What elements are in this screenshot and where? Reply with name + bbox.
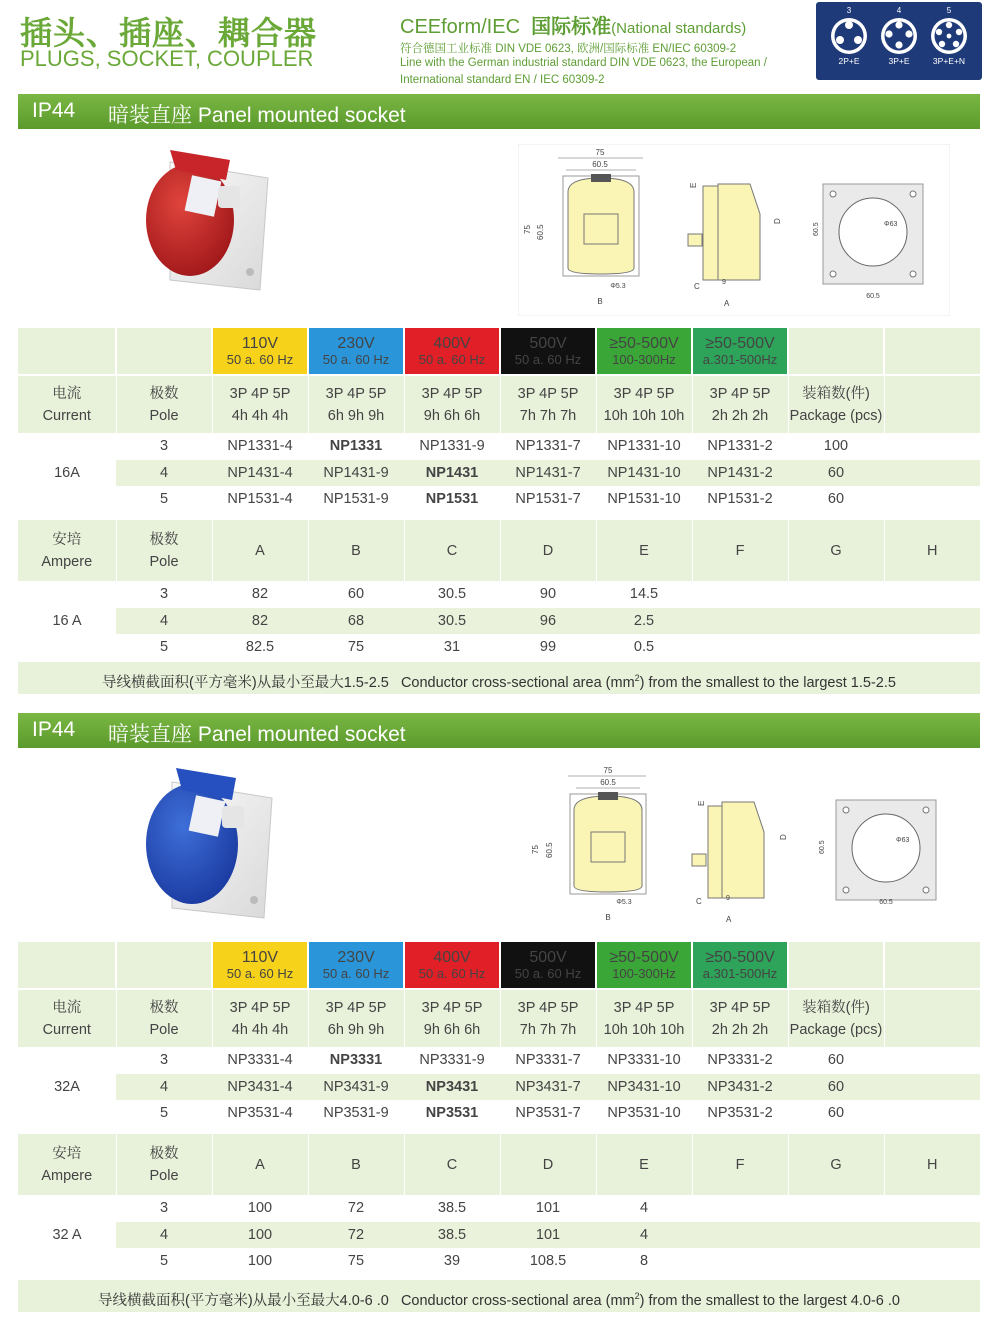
dimension-value: [692, 608, 788, 635]
part-number: NP3331: [329, 1052, 383, 1069]
part-number: NP1331-7: [515, 438, 581, 455]
dimension-value: 72: [308, 1222, 404, 1249]
voltage-500v: 500V 50 a. 60 Hz: [500, 942, 596, 989]
dimension-header: G: [788, 1134, 884, 1195]
part-number: NP1431-9: [308, 460, 404, 487]
dimension-value: 82: [212, 608, 308, 635]
package-value: 60: [827, 1105, 845, 1122]
note-sup: 2: [634, 1291, 640, 1301]
hours-500v: 3P 4P 5P 7h 7h 7h: [500, 375, 596, 433]
note-cn: 导线横截面积(平方毫米)从最小至最大4.0-6 .0: [98, 1292, 389, 1309]
dimension-value: 108.5: [529, 1253, 567, 1270]
svg-text:C: C: [696, 897, 702, 906]
svg-text:60.5: 60.5: [813, 222, 820, 236]
conductor-note-16a: [18, 662, 980, 694]
part-number: NP3531-9: [323, 1105, 389, 1122]
dimension-value: [788, 581, 884, 608]
part-number: NP1331-2: [707, 438, 773, 455]
dimension-value: 60: [347, 586, 365, 603]
page-header: [0, 0, 1000, 92]
ampere-header: 安培 Ampere: [41, 1145, 93, 1184]
svg-text:D: D: [779, 834, 788, 840]
pin-config-3: [826, 6, 872, 66]
table-row: [18, 1100, 980, 1127]
hours-400v: 3P 4P 5P 9h 6h 6h: [404, 375, 500, 433]
pole-value: 5: [159, 1253, 169, 1270]
dimension-rows: [18, 581, 980, 661]
dimension-value: 75: [347, 1253, 365, 1270]
hours-230v: 3P 4P 5P 6h 9h 9h: [308, 375, 404, 433]
dimension-value: [692, 1195, 788, 1222]
dimension-value: 2.5: [596, 608, 692, 635]
svg-text:E: E: [697, 800, 706, 806]
pole-value: 3: [159, 438, 169, 455]
svg-text:60.5: 60.5: [879, 899, 893, 906]
package-header: 装箱数(件) Package (pcs): [788, 989, 884, 1047]
hours-110v: 3P 4P 5P 4h 4h 4h: [212, 989, 308, 1047]
dimension-value: [788, 634, 884, 661]
svg-text:60.5: 60.5: [866, 293, 880, 300]
ordering-rows: [18, 433, 980, 523]
part-number: NP3431-10: [596, 1074, 692, 1101]
part-number: NP1331: [329, 438, 383, 455]
dimension-header: D: [500, 1134, 596, 1195]
hours-50-500v-b: 3P 4P 5P 2h 2h 2h: [692, 989, 788, 1047]
voltage-header-row: [18, 942, 980, 989]
pole-value: 3: [159, 1052, 169, 1069]
svg-text:75: 75: [603, 766, 613, 775]
svg-text:Φ5.3: Φ5.3: [610, 283, 626, 290]
pole-header: 极数 Pole: [116, 1134, 212, 1195]
title-cn: 插头、插座、耦合器: [20, 15, 318, 51]
dimension-value: 100: [247, 1200, 273, 1217]
part-number: NP3431-7: [500, 1074, 596, 1101]
red-socket-photo: [130, 140, 280, 300]
column-header-row: [18, 989, 980, 1047]
ampere-value: 16 A: [18, 581, 116, 661]
dimension-value: 100: [212, 1222, 308, 1249]
part-number: NP3431: [404, 1074, 500, 1101]
ordering-rows: [18, 1047, 980, 1137]
note-en: Conductor cross-sectional area (mm: [400, 1292, 635, 1309]
five-pin-icon: [929, 16, 969, 56]
part-number: NP3431-2: [692, 1074, 788, 1101]
svg-text:D: D: [773, 218, 782, 224]
dimension-value: [788, 1222, 884, 1249]
standards-title-paren: (National standards): [611, 20, 747, 37]
dimension-table-32a: [18, 1134, 980, 1275]
dimension-value: [884, 1195, 980, 1222]
part-number: NP1431-10: [596, 460, 692, 487]
part-number: NP3531-10: [607, 1105, 681, 1122]
pin-label: 3P+E: [888, 56, 910, 66]
svg-text:60.5: 60.5: [592, 160, 608, 169]
dimension-header: A: [212, 520, 308, 581]
ordering-table-16a: [18, 328, 980, 523]
hours-50-500v-a: 3P 4P 5P 10h 10h 10h: [596, 989, 692, 1047]
part-number: NP1531-10: [607, 491, 681, 508]
dimension-value: [884, 608, 980, 635]
svg-text:75: 75: [531, 845, 540, 854]
dimension-header: F: [692, 1134, 788, 1195]
dimension-value: 38.5: [404, 1222, 500, 1249]
note-sup: 2: [634, 673, 640, 683]
part-number: NP3331-9: [419, 1052, 485, 1069]
note-cn: 导线横截面积(平方毫米)从最小至最大1.5-2.5: [102, 674, 389, 691]
dimension-header: H: [884, 520, 980, 581]
svg-text:E: E: [689, 182, 698, 188]
section-title: 暗装直座 Panel mounted socket: [108, 723, 406, 746]
hours-110v: 3P 4P 5P 4h 4h 4h: [212, 375, 308, 433]
part-number: NP1431: [404, 460, 500, 487]
dimension-value: 99: [539, 639, 557, 656]
current-header: 电流 Current: [42, 999, 91, 1038]
svg-text:Φ63: Φ63: [896, 837, 910, 844]
part-number: NP3331-7: [515, 1052, 581, 1069]
voltage-400v: 400V 50 a. 60 Hz: [404, 328, 500, 375]
table-row: [18, 486, 980, 513]
svg-text:Φ63: Φ63: [884, 221, 898, 228]
dimension-header: E: [596, 520, 692, 581]
pole-value: 5: [159, 491, 169, 508]
four-pin-icon: [879, 16, 919, 56]
dimension-header: B: [308, 1134, 404, 1195]
hours-50-500v-b: 3P 4P 5P 2h 2h 2h: [692, 375, 788, 433]
dimension-table-16a: [18, 520, 980, 661]
table-row: [18, 1047, 980, 1074]
part-number: NP1431-7: [500, 460, 596, 487]
dimension-value: [692, 1248, 788, 1275]
part-number: NP1431-4: [212, 460, 308, 487]
table-row: [18, 581, 980, 608]
voltage-500v: 500V 50 a. 60 Hz: [500, 328, 596, 375]
dimension-value: [788, 608, 884, 635]
current-value: 32A: [18, 1047, 116, 1127]
part-number: NP3531: [425, 1105, 479, 1122]
part-number: NP3331-2: [707, 1052, 773, 1069]
voltage-110v: 110V 50 a. 60 Hz: [212, 328, 308, 375]
dimension-value: 82: [251, 586, 269, 603]
table-row: [18, 1074, 980, 1101]
part-number: NP1331-4: [227, 438, 293, 455]
package-value: 60: [788, 460, 884, 487]
svg-text:B: B: [597, 297, 603, 306]
pole-value: 4: [116, 1074, 212, 1101]
standards-line-2: Line with the German industrial standard DIN VDE 0623, the European /: [400, 57, 767, 69]
pole-value: 4: [116, 460, 212, 487]
dimension-value: 100: [247, 1253, 273, 1270]
part-number: NP1431-2: [692, 460, 788, 487]
hours-50-500v-a: 3P 4P 5P 10h 10h 10h: [596, 375, 692, 433]
dimension-header: D: [500, 520, 596, 581]
voltage-50-500v-a: ≥50-500V 100-300Hz: [596, 328, 692, 375]
dimension-header-row: [18, 520, 980, 581]
dimension-header: G: [788, 520, 884, 581]
pole-value: 5: [159, 1105, 169, 1122]
current-header: 电流 Current: [42, 385, 91, 424]
dimension-drawing: [518, 144, 950, 316]
dimension-header: E: [596, 1134, 692, 1195]
dimension-value: 30.5: [404, 608, 500, 635]
dimension-value: [884, 634, 980, 661]
title-en: PLUGS, SOCKET, COUPLER: [20, 46, 314, 71]
dimension-value: [884, 581, 980, 608]
table-row: [18, 608, 980, 635]
ordering-table-32a: [18, 942, 980, 1137]
pin-count: 4: [896, 6, 902, 15]
part-number: NP3431-9: [308, 1074, 404, 1101]
part-number: NP1331-9: [419, 438, 485, 455]
part-number: NP1531: [425, 491, 479, 508]
hours-500v: 3P 4P 5P 7h 7h 7h: [500, 989, 596, 1047]
dimension-header: A: [212, 1134, 308, 1195]
dimension-value: 68: [308, 608, 404, 635]
voltage-50-500v-b: ≥50-500V a.301-500Hz: [692, 942, 788, 989]
voltage-header-row: [18, 328, 980, 375]
dimension-value: 8: [639, 1253, 649, 1270]
section-bar-32a: [18, 713, 980, 748]
standards-line-3: International standard EN / IEC 60309-2: [400, 74, 605, 86]
pole-value: 4: [116, 1222, 212, 1249]
dimension-value: 101: [535, 1200, 561, 1217]
ip-rating: IP44: [32, 718, 76, 741]
svg-text:9: 9: [726, 895, 730, 902]
ampere-value: 32 A: [18, 1195, 116, 1275]
dimension-value: 0.5: [633, 639, 655, 656]
note-en-post: ) from the smallest to the largest 1.5-2.5: [639, 674, 896, 691]
column-header-row: [18, 375, 980, 433]
current-value: 16A: [18, 433, 116, 513]
pin-count: 5: [946, 6, 952, 15]
svg-text:9: 9: [722, 279, 726, 286]
pole-value: 3: [159, 586, 169, 603]
three-pin-icon: [829, 16, 869, 56]
package-value: 100: [823, 438, 849, 455]
dimension-value: 39: [443, 1253, 461, 1270]
table-row: [18, 433, 980, 460]
dimension-header: C: [404, 1134, 500, 1195]
part-number: NP1531-9: [323, 491, 389, 508]
part-number: NP3531-7: [515, 1105, 581, 1122]
dimension-header-row: [18, 1134, 980, 1195]
package-value: 60: [827, 491, 845, 508]
pole-value: 4: [116, 608, 212, 635]
svg-text:C: C: [694, 282, 700, 291]
dimension-value: 14.5: [629, 586, 659, 603]
section-bar-16a: [18, 94, 980, 129]
dimension-header: B: [308, 520, 404, 581]
part-number: NP3431-4: [212, 1074, 308, 1101]
svg-text:60.5: 60.5: [600, 778, 616, 787]
ip-rating: IP44: [32, 99, 76, 122]
section-title: 暗装直座 Panel mounted socket: [108, 104, 406, 127]
pin-configuration-box: [816, 2, 982, 80]
dimension-value: 82.5: [245, 639, 275, 656]
voltage-230v: 230V 50 a. 60 Hz: [308, 328, 404, 375]
part-number: NP3331-10: [607, 1052, 681, 1069]
dimension-value: 75: [347, 639, 365, 656]
svg-text:60.5: 60.5: [536, 224, 545, 240]
dimension-value: [692, 1222, 788, 1249]
dimension-value: [692, 581, 788, 608]
part-number: NP1531-4: [227, 491, 293, 508]
ampere-header: 安培 Ampere: [41, 531, 93, 570]
standards-line-1: 符合德国工业标准 DIN VDE 0623, 欧洲/国际标准 EN/IEC 60309-2: [400, 43, 737, 55]
part-number: NP1531-2: [707, 491, 773, 508]
technical-drawings-32a: [518, 762, 950, 934]
dimension-value: 30.5: [437, 586, 467, 603]
part-number: NP3531-2: [707, 1105, 773, 1122]
dimension-value: 90: [539, 586, 557, 603]
voltage-110v: 110V 50 a. 60 Hz: [212, 942, 308, 989]
svg-text:B: B: [605, 913, 611, 922]
pole-value: 5: [159, 639, 169, 656]
svg-text:75: 75: [523, 225, 532, 234]
dimension-value: [884, 1248, 980, 1275]
dimension-value: 31: [443, 639, 461, 656]
pole-value: 3: [159, 1200, 169, 1217]
standards-title-en: CEEform/IEC: [400, 16, 521, 38]
svg-text:60.5: 60.5: [545, 842, 554, 858]
dimension-value: [692, 634, 788, 661]
pin-label: 3P+E+N: [932, 56, 966, 66]
pin-count: 3: [846, 6, 852, 15]
part-number: NP3531-4: [227, 1105, 293, 1122]
table-row: [18, 1222, 980, 1249]
package-value: 60: [827, 1052, 845, 1069]
pin-label: 2P+E: [838, 56, 860, 66]
dimension-value: 4: [596, 1222, 692, 1249]
package-header: 装箱数(件) Package (pcs): [788, 375, 884, 433]
voltage-400v: 400V 50 a. 60 Hz: [404, 942, 500, 989]
pole-header: 极数 Pole: [116, 520, 212, 581]
dimension-value: 96: [500, 608, 596, 635]
pole-header: 极数 Pole: [116, 375, 212, 433]
dimension-header: H: [884, 1134, 980, 1195]
svg-text:A: A: [726, 915, 732, 924]
dimension-value: 4: [639, 1200, 649, 1217]
note-en: Conductor cross-sectional area (mm: [400, 674, 635, 691]
note-en-post: ) from the smallest to the largest 4.0-6 .0: [639, 1292, 900, 1309]
voltage-230v: 230V 50 a. 60 Hz: [308, 942, 404, 989]
table-row: [18, 1248, 980, 1275]
dimension-value: [884, 1222, 980, 1249]
technical-drawings-16a: [518, 144, 950, 316]
dimension-value: 38.5: [437, 1200, 467, 1217]
part-number: NP1331-10: [607, 438, 681, 455]
svg-text:A: A: [724, 299, 730, 308]
svg-text:60.5: 60.5: [819, 840, 826, 854]
dimension-rows: [18, 1195, 980, 1275]
voltage-50-500v-a: ≥50-500V 100-300Hz: [596, 942, 692, 989]
pin-config-5: [926, 6, 972, 66]
dimension-value: [788, 1248, 884, 1275]
table-row: [18, 634, 980, 661]
dimension-header: F: [692, 520, 788, 581]
dimension-value: 101: [500, 1222, 596, 1249]
dimension-header: C: [404, 520, 500, 581]
part-number: NP3331-4: [227, 1052, 293, 1069]
package-value: 60: [788, 1074, 884, 1101]
standards-title-cn: 国际标准: [531, 16, 612, 38]
hours-230v: 3P 4P 5P 6h 9h 9h: [308, 989, 404, 1047]
standards-title: [400, 10, 746, 39]
blue-socket-photo: [132, 758, 282, 926]
dimension-drawing: [518, 762, 950, 930]
conductor-note-32a: [18, 1280, 980, 1312]
voltage-50-500v-b: ≥50-500V a.301-500Hz: [692, 328, 788, 375]
table-row: [18, 1195, 980, 1222]
svg-text:Φ5.3: Φ5.3: [616, 899, 632, 906]
svg-text:75: 75: [595, 148, 605, 157]
dimension-value: [788, 1195, 884, 1222]
pin-config-4: [876, 6, 922, 66]
pole-header: 极数 Pole: [116, 989, 212, 1047]
part-number: NP1531-7: [515, 491, 581, 508]
table-row: [18, 460, 980, 487]
hours-400v: 3P 4P 5P 9h 6h 6h: [404, 989, 500, 1047]
dimension-value: 72: [347, 1200, 365, 1217]
